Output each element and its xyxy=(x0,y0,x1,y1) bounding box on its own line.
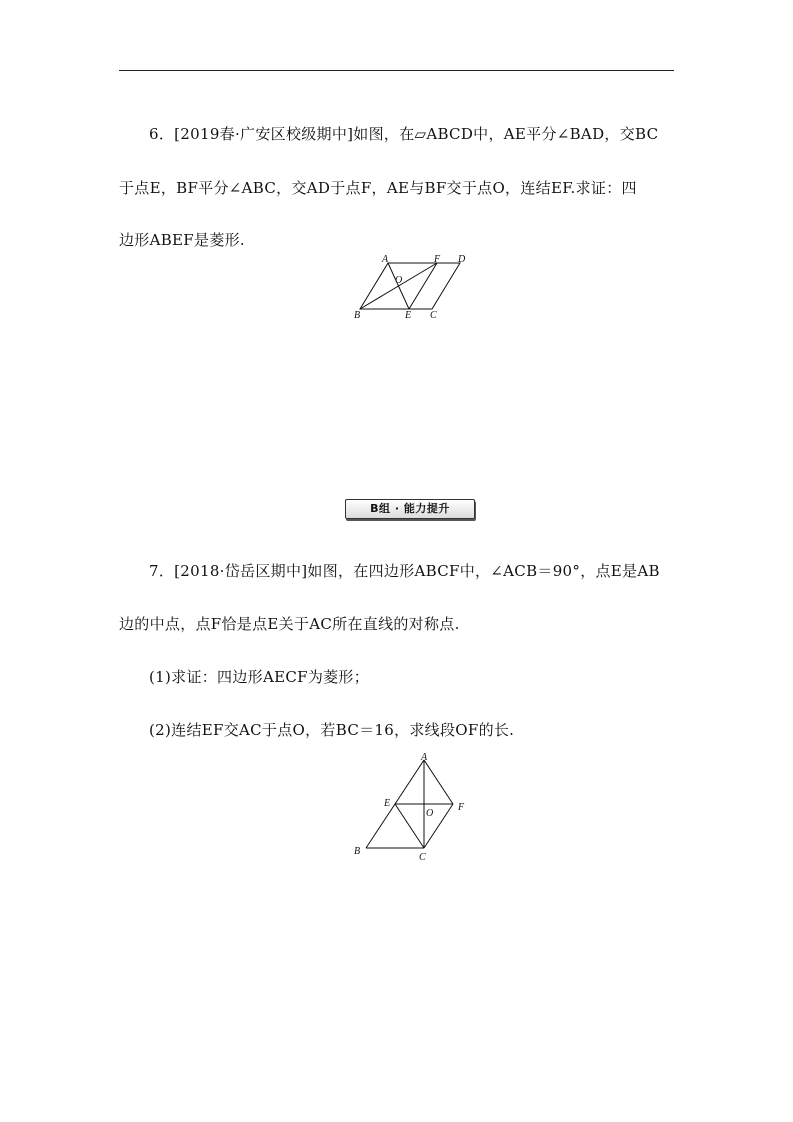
label-o: O xyxy=(395,275,403,286)
problem-7-line-1: 7．[2018·岱岳区期中]如图，在四边形ABCF中，∠ACB＝90°，点E是AB xyxy=(149,562,660,580)
problem-6-line-3: 边形ABEF是菱形. xyxy=(119,231,245,249)
problem-6-line-2: 于点E，BF平分∠ABC，交AD于点F，AE与BF交于点O，连结EF.求证：四 xyxy=(119,179,637,197)
label-e: E xyxy=(405,310,412,321)
problem-6-line-1: 6．[2019春·广安区校级期中]如图，在▱ABCD中，AE平分∠BAD，交BC xyxy=(149,125,659,143)
label-c: C xyxy=(419,852,426,863)
label-e: E xyxy=(384,798,391,809)
header-rule xyxy=(119,70,674,71)
label-b: B xyxy=(354,310,361,321)
label-a: A xyxy=(421,752,428,763)
segment-bf xyxy=(360,263,437,309)
label-b: B xyxy=(354,846,361,857)
label-o: O xyxy=(426,808,434,819)
segment-ef xyxy=(409,263,437,309)
problem-7-line-2: 边的中点，点F恰是点E关于AC所在直线的对称点. xyxy=(119,615,460,633)
problem-7-part-1: (1)求证：四边形AECF为菱形； xyxy=(149,668,370,686)
label-a: A xyxy=(382,254,389,265)
problem-7-part-2: (2)连结EF交AC于点O，若BC＝16，求线段OF的长. xyxy=(149,721,515,739)
label-c: C xyxy=(430,310,437,321)
label-f: F xyxy=(458,802,465,813)
segment-ec xyxy=(395,804,424,848)
label-d: D xyxy=(458,254,466,265)
rhombus-figure xyxy=(348,750,473,865)
label-f: F xyxy=(434,254,441,265)
section-badge-b: B组 · 能力提升 xyxy=(345,499,475,519)
segment-af xyxy=(424,760,453,804)
parallelogram-abcd xyxy=(360,263,460,309)
parallelogram-figure xyxy=(350,252,475,324)
